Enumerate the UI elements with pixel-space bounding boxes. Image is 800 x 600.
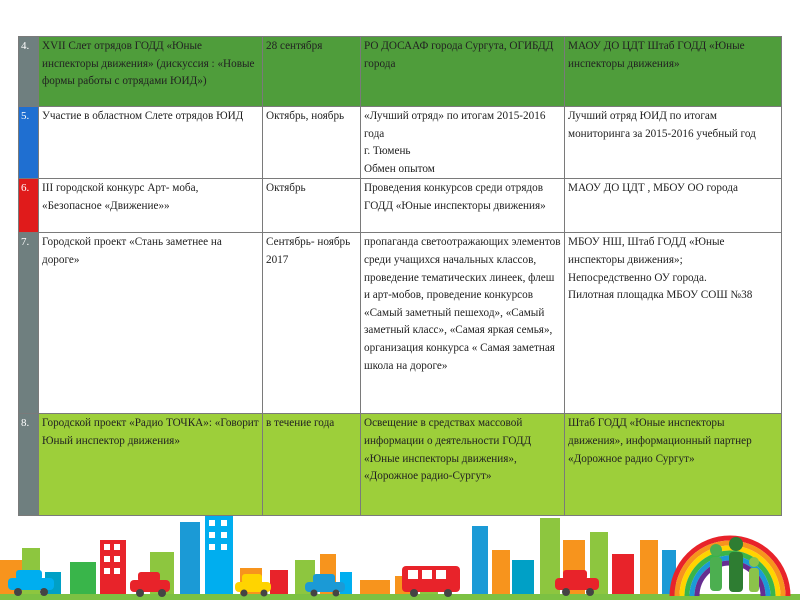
table-row [19,179,782,233]
organizer-cell: Лучший отряд ЮИД по итогам мониторинга за 2015-2016 учебный год [565,107,782,179]
row-number: 8. [19,414,39,516]
event-cell: Городской проект «Стань заметнее на дороге» [39,233,263,414]
row-number: 6. [19,179,39,233]
description-cell: Освещение в средствах массовой информации о деятельности ГОДД «Юные инспекторы движения», «Дорожное радио-Сургут» [361,414,565,516]
organizer-cell: МАОУ ДО ЦДТ Штаб ГОДД «Юные инспекторы движения» [565,37,782,107]
row-number: 7. [19,233,39,414]
description-cell: «Лучший отряд» по итогам 2015-2016 года г. Тюмень Обмен опытом [361,107,565,179]
table-row [19,107,782,179]
date-cell: в течение года [263,414,361,516]
city-footer-illustration [0,510,800,600]
description-cell: пропаганда светоотражающих элементов среди учащихся начальных классов, проведение тематических линеек, флеш и арт-мобов, проведение конкурсов «Самый заметный пешеход», «Самый заметный класс», «Самая яркая семья», организация конкурса « Самая заметная школа на дороге» [361,233,565,414]
event-cell: III городской конкурс Арт- моба, «Безопасное «Движение»» [39,179,263,233]
organizer-cell: МАОУ ДО ЦДТ , МБОУ ОО города [565,179,782,233]
description-cell: РО ДОСААФ города Сургута, ОГИБДД города [361,37,565,107]
organizer-cell: МБОУ НШ, Штаб ГОДД «Юные инспекторы движения»; Непосредственно ОУ города. Пилотная площадка МБОУ СОШ №38 [565,233,782,414]
date-cell: Сентябрь- ноябрь 2017 [263,233,361,414]
date-cell: Октябрь [263,179,361,233]
table-row [19,414,782,516]
table-row [19,37,782,107]
events-table [18,36,782,516]
organizer-cell: Штаб ГОДД «Юные инспекторы движения», информационный партнер «Дорожное радио Сургут» [565,414,782,516]
event-cell: XVII Слет отрядов ГОДД «Юные инспекторы движения» (дискуссия : «Новые формы работы с отрядами ЮИД») [39,37,263,107]
event-cell: Участие в областном Слете отрядов ЮИД [39,107,263,179]
table-row [19,233,782,414]
description-cell: Проведения конкурсов среди отрядов ГОДД «Юные инспекторы движения» [361,179,565,233]
date-cell: Октябрь, ноябрь [263,107,361,179]
event-cell: Городской проект «Радио ТОЧКА»: «Говорит Юный инспектор движения» [39,414,263,516]
date-cell: 28 сентября [263,37,361,107]
row-number: 4. [19,37,39,107]
row-number: 5. [19,107,39,179]
